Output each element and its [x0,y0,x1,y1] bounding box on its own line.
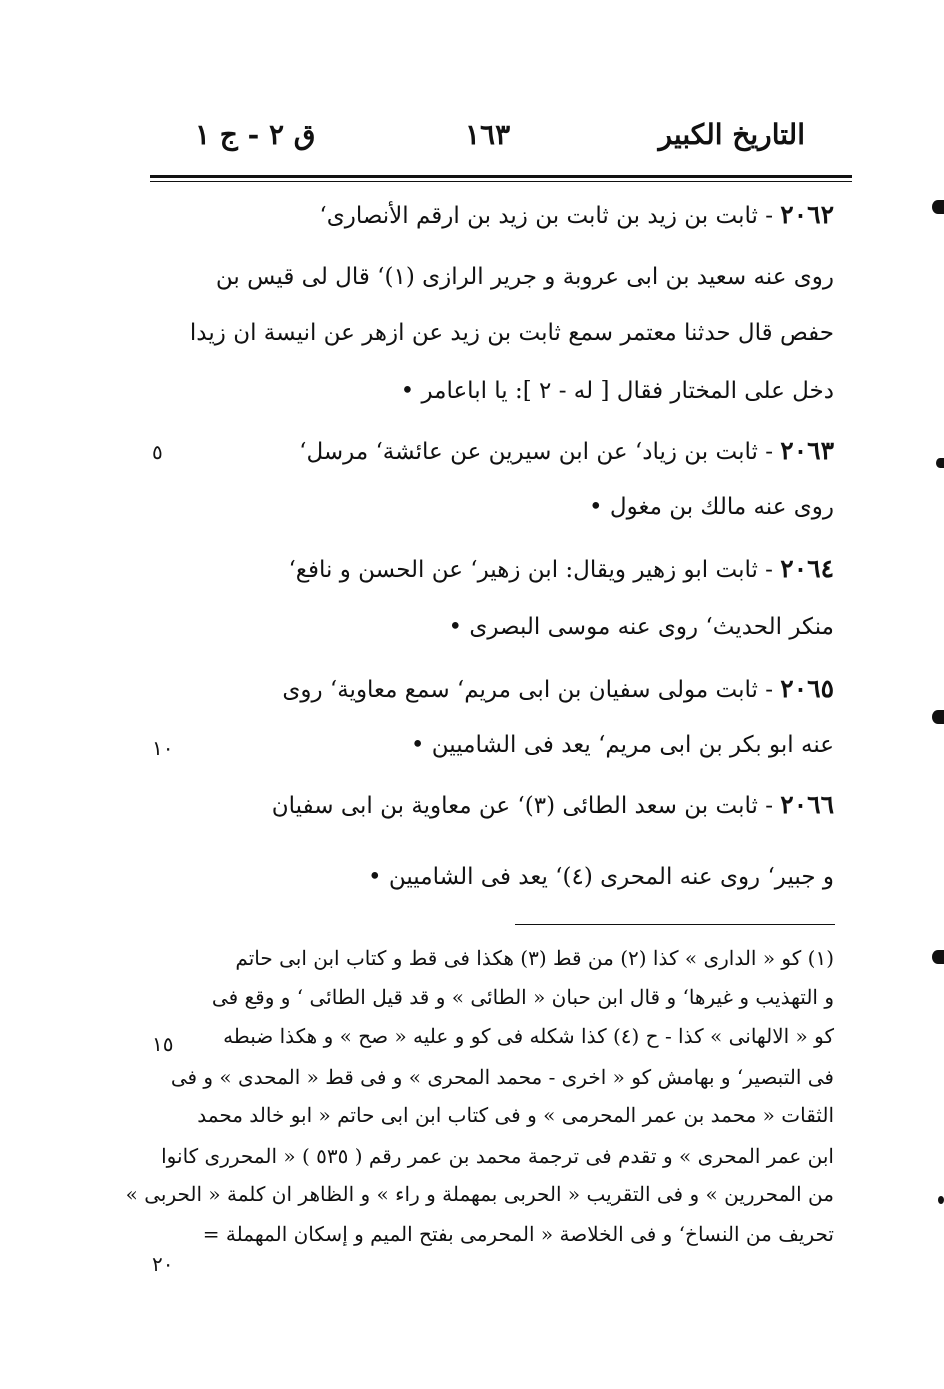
book-title: التاريخ الكبير [658,118,805,151]
entry-2065-line-1 [194,674,834,705]
entry-text: - ثابت بن زيد بن ثابت بن زيد بن ارقم الأنصارى‘ [319,203,773,229]
entry-number: ٢٠٦٥ [780,674,834,703]
entry-2066-line-1 [194,790,834,821]
header-rule-thick [150,175,852,178]
margin-line-number: ٢٠ [152,1252,174,1276]
entry-2063-line-1 [194,436,834,467]
entry-text: - ثابت ابو زهير ويقال: ابن زهير‘ عن الحسن و نافع‘ [288,557,773,583]
footnote-line: الثقات « محمد بن عمر المحرمى » و فى كتاب ابن ابى حاتم « ابو خالد محمد [197,1103,834,1127]
page-number: ١٦٣ [465,118,511,151]
volume-label: ق ٢ - ج ١ [195,118,316,151]
footnote-line: فى التبصير‘ و بهامش كو « اخرى - محمد المحرى » و فى قط « المحدى » و فى [170,1065,834,1089]
running-header [150,118,850,168]
scan-edge-mark [932,950,944,964]
footnote-line: من المحررين » و فى التقريب « الحربى بمهملة و راء » و الظاهر ان كلمة « الحربى » [125,1182,834,1206]
scan-edge-mark [932,200,944,214]
entry-2062-line-3: حفص قال حدثنا معتمر سمع ثابت بن زيد عن ازهر عن انيسة ان زيدا [189,320,834,346]
margin-line-number: ١٥ [152,1032,174,1056]
entry-2064-line-1 [194,554,834,585]
entry-2066-line-2: و جبير‘ روى عنه المحرى (٤)‘ يعد فى الشاميين • [367,864,834,890]
footnote-line: (١) كو « الدارى » كذا (٢) من قط (٣) هكذا فى قط و كتاب ابن ابى حاتم [235,946,834,970]
entry-number: ٢٠٦٦ [780,790,834,819]
scan-edge-mark [938,1196,944,1204]
entry-2062-line-4: دخل على المختار فقال [ له - ٢ ]: يا اباعامر • [400,378,834,404]
entry-2065-line-2: عنه ابو بكر بن ابى مريم‘ يعد فى الشاميين • [410,732,834,758]
entry-2062-line-2: روى عنه سعيد بن ابى عروبة و جرير الرازى (١)‘ قال لى قيس بن [215,264,834,290]
entry-2064-line-2: منكر الحديث‘ روى عنه موسى البصرى • [448,614,834,640]
entry-text: - ثابت بن زياد‘ عن ابن سيرين عن عائشة‘ مرسل‘ [299,439,773,465]
scan-edge-mark [932,710,944,724]
entry-number: ٢٠٦٤ [780,554,834,583]
entry-text: - ثابت بن سعد الطائى (٣)‘ عن معاوية بن ابى سفيان [271,793,773,819]
entry-number: ٢٠٦٢ [780,200,834,229]
header-rule-thin [150,181,852,182]
margin-line-number: ٥ [152,440,163,464]
entry-2062-line-1 [194,200,834,231]
footnote-line: تحريف من النساخ‘ و فى الخلاصة « المحرمى بفتح الميم و إسكان المهملة = [202,1222,834,1246]
margin-line-number: ١٠ [152,736,174,760]
entry-number: ٢٠٦٣ [780,436,834,465]
entry-2063-line-2: روى عنه مالك بن مغول • [589,494,834,520]
footnote-rule [515,924,835,925]
scan-edge-mark [936,458,944,468]
footnote-line: و التهذيب و غيرها‘ و قال ابن حبان « الطائى » و قد قيل الطائى ‘ و وقع فى [211,985,834,1009]
footnote-line: كو « الالهانى » كذا - ح (٤) كذا شكله فى كو و عليه « صح » و هكذا ضبطه [223,1024,834,1048]
entry-text: - ثابت مولى سفيان بن ابى مريم‘ سمع معاوية‘ روى [282,677,773,703]
footnote-line: ابن عمر المحرى » و تقدم فى ترجمة محمد بن عمر رقم ( ٥٣٥ ) « المحررى كانوا [161,1144,834,1168]
